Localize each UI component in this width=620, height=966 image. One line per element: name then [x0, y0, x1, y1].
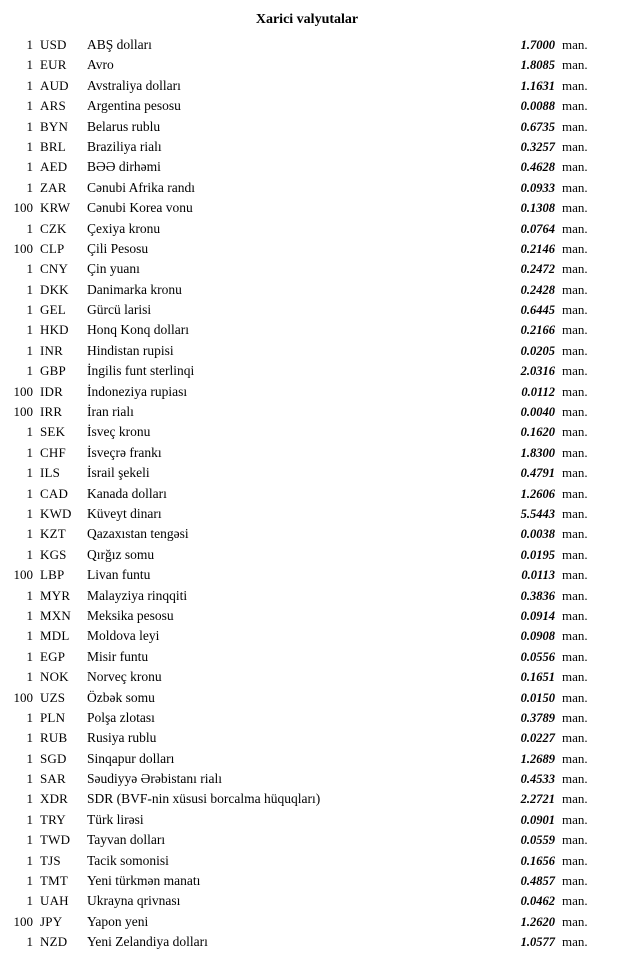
currency-code: NOK	[40, 669, 69, 685]
currency-code: KZT	[40, 526, 66, 542]
unit-label: man.	[562, 832, 588, 848]
unit-label: man.	[562, 77, 588, 93]
unit-label: man.	[562, 261, 588, 277]
currency-row	[8, 851, 596, 871]
unit-label: man.	[562, 179, 588, 195]
exchange-rate: 0.3836	[520, 588, 555, 603]
quantity: 100	[13, 200, 33, 216]
quantity: 1	[26, 771, 33, 787]
quantity: 100	[13, 240, 33, 256]
exchange-rate: 1.2689	[520, 751, 555, 766]
currency-code: KWD	[40, 505, 72, 521]
unit-label: man.	[562, 669, 588, 685]
currency-name: Danimarka kronu	[87, 281, 182, 297]
currency-code: MXN	[40, 607, 71, 623]
currency-name: Polşa zlotası	[87, 709, 155, 725]
quantity: 1	[26, 179, 33, 195]
quantity: 1	[26, 281, 33, 297]
currency-row	[8, 749, 596, 769]
unit-label: man.	[562, 873, 588, 889]
quantity: 100	[13, 567, 33, 583]
currency-name: Honq Konq dolları	[87, 322, 189, 338]
unit-label: man.	[562, 363, 588, 379]
currency-name: Argentina pesosu	[87, 98, 181, 114]
currency-code: JPY	[40, 913, 63, 929]
currency-name: Moldova leyi	[87, 628, 160, 644]
currency-name: SDR (BVF-nin xüsusi borcalma hüquqları)	[87, 791, 321, 807]
currency-row	[8, 422, 596, 442]
currency-name: Çexiya kronu	[87, 220, 161, 236]
quantity: 1	[26, 505, 33, 521]
currency-name: İngilis funt sterlinqi	[87, 363, 195, 379]
exchange-rate: 0.0040	[520, 405, 555, 420]
currency-row	[8, 688, 596, 708]
currency-name: Rusiya rublu	[87, 730, 157, 746]
exchange-rate: 0.0933	[520, 180, 555, 195]
unit-label: man.	[562, 934, 588, 950]
unit-label: man.	[562, 118, 588, 134]
currency-row	[8, 647, 596, 667]
currency-code: BRL	[40, 138, 66, 154]
quantity: 1	[26, 628, 33, 644]
currency-row	[8, 198, 596, 218]
quantity: 1	[26, 811, 33, 827]
currency-row	[8, 565, 596, 585]
currency-code: UZS	[40, 689, 66, 705]
quantity: 1	[26, 832, 33, 848]
exchange-rate: 1.0577	[520, 935, 555, 950]
currency-row	[8, 626, 596, 646]
exchange-rate: 0.4628	[520, 160, 555, 175]
quantity: 1	[26, 669, 33, 685]
currency-row	[8, 545, 596, 565]
currency-row	[8, 524, 596, 544]
unit-label: man.	[562, 383, 588, 399]
currency-row	[8, 137, 596, 157]
quantity: 1	[26, 934, 33, 950]
exchange-rate: 2.2721	[520, 792, 555, 807]
currency-code: AED	[40, 159, 68, 175]
unit-label: man.	[562, 750, 588, 766]
exchange-rate: 0.1656	[520, 853, 555, 868]
quantity: 1	[26, 893, 33, 909]
quantity: 1	[26, 98, 33, 114]
currency-code: DKK	[40, 281, 69, 297]
unit-label: man.	[562, 893, 588, 909]
currency-code: CAD	[40, 485, 69, 501]
currency-name: İran rialı	[87, 404, 134, 420]
currency-code: BYN	[40, 118, 69, 134]
currency-row	[8, 789, 596, 809]
currency-code: RUB	[40, 730, 68, 746]
currency-name: Küveyt dinarı	[87, 505, 162, 521]
currency-code: PLN	[40, 709, 66, 725]
currency-row	[8, 871, 596, 891]
currency-code: KGS	[40, 546, 67, 562]
currency-name: Misir funtu	[87, 648, 149, 664]
currency-code: HKD	[40, 322, 69, 338]
currency-name: Tayvan dolları	[87, 832, 166, 848]
currency-name: ABŞ dolları	[87, 37, 152, 52]
currency-code: MYR	[40, 587, 71, 603]
quantity: 100	[13, 404, 33, 420]
currency-row	[8, 320, 596, 340]
unit-label: man.	[562, 159, 588, 175]
currency-code: AUD	[40, 77, 69, 93]
unit-label: man.	[562, 505, 588, 521]
currency-code: CLP	[40, 240, 65, 256]
currency-row	[8, 157, 596, 177]
currency-code: IRR	[40, 404, 63, 420]
currency-code: INR	[40, 342, 63, 358]
currency-name: Avro	[87, 57, 114, 73]
exchange-rate: 0.3257	[520, 139, 555, 154]
exchange-rate: 0.1651	[520, 670, 555, 685]
currency-code: XDR	[40, 791, 69, 807]
currency-row	[8, 402, 596, 422]
currency-name: Özbək somu	[87, 689, 155, 705]
currency-name: Qırğız somu	[87, 546, 155, 562]
quantity: 1	[26, 709, 33, 725]
currency-code: KRW	[40, 200, 71, 216]
currency-row	[8, 259, 596, 279]
exchange-rate: 0.0556	[520, 649, 555, 664]
unit-label: man.	[562, 57, 588, 73]
currency-code: CZK	[40, 220, 67, 236]
currency-name: Meksika pesosu	[87, 607, 174, 623]
unit-label: man.	[562, 485, 588, 501]
exchange-rate: 0.6445	[520, 303, 555, 318]
page-title: Xarici valyutalar	[255, 12, 359, 27]
currency-row	[8, 810, 596, 830]
unit-label: man.	[562, 342, 588, 358]
exchange-rate: 0.0908	[520, 629, 555, 644]
unit-label: man.	[562, 689, 588, 705]
currency-row	[8, 769, 596, 789]
currency-row	[8, 708, 596, 728]
unit-label: man.	[562, 281, 588, 297]
quantity: 100	[13, 689, 33, 705]
quantity: 1	[26, 322, 33, 338]
currency-name: Norveç kronu	[87, 669, 162, 685]
exchange-rate: 0.0227	[520, 731, 555, 746]
currency-name: Yapon yeni	[87, 913, 149, 929]
exchange-rate: 0.2166	[520, 323, 555, 338]
currency-row	[8, 239, 596, 259]
currency-code: TRY	[40, 811, 66, 827]
quantity: 1	[26, 138, 33, 154]
quantity: 1	[26, 526, 33, 542]
unit-label: man.	[562, 322, 588, 338]
currency-name: Braziliya rialı	[87, 138, 162, 154]
quantity: 100	[13, 913, 33, 929]
quantity: 1	[26, 57, 33, 73]
exchange-rate: 0.1620	[520, 425, 555, 440]
currency-row	[8, 484, 596, 504]
quantity: 1	[26, 546, 33, 562]
exchange-rate: 0.4791	[520, 466, 555, 481]
exchange-rate: 1.8300	[520, 445, 555, 460]
currency-name: İsrail şekeli	[87, 465, 150, 481]
currency-row	[8, 300, 596, 320]
currency-name: Belarus rublu	[87, 118, 161, 134]
currency-name: Malayziya rinqqiti	[87, 587, 188, 603]
currency-row	[8, 178, 596, 198]
currency-code: USD	[40, 37, 67, 52]
currency-code: GBP	[40, 363, 66, 379]
unit-label: man.	[562, 98, 588, 114]
exchange-rate: 0.0914	[520, 608, 555, 623]
currency-code: EUR	[40, 57, 67, 73]
currency-name: Avstraliya dolları	[87, 77, 181, 93]
currency-code: ARS	[40, 98, 66, 114]
currency-row	[8, 504, 596, 524]
unit-label: man.	[562, 852, 588, 868]
quantity: 1	[26, 342, 33, 358]
currency-row	[8, 606, 596, 626]
currency-name: Livan funtu	[87, 567, 151, 583]
quantity: 100	[13, 383, 33, 399]
unit-label: man.	[562, 444, 588, 460]
quantity: 1	[26, 302, 33, 318]
exchange-rate: 1.2620	[520, 914, 555, 929]
currency-name: İndoneziya rupiası	[87, 383, 188, 399]
exchange-rate: 0.0901	[520, 812, 555, 827]
unit-label: man.	[562, 791, 588, 807]
currency-row	[8, 35, 596, 55]
exchange-rate: 0.0112	[521, 384, 555, 399]
unit-label: man.	[562, 240, 588, 256]
currency-name: İsveç kronu	[87, 424, 151, 440]
currency-row	[8, 586, 596, 606]
unit-label: man.	[562, 709, 588, 725]
quantity: 1	[26, 852, 33, 868]
unit-label: man.	[562, 424, 588, 440]
currency-row	[8, 341, 596, 361]
quantity: 1	[26, 730, 33, 746]
currency-code: MDL	[40, 628, 70, 644]
currency-code: IDR	[40, 383, 63, 399]
quantity: 1	[26, 648, 33, 664]
unit-label: man.	[562, 465, 588, 481]
unit-label: man.	[562, 628, 588, 644]
unit-label: man.	[562, 587, 588, 603]
currency-code: LBP	[40, 567, 65, 583]
currency-name: Qazaxıstan tengəsi	[87, 526, 189, 542]
unit-label: man.	[562, 607, 588, 623]
exchange-rate: 1.2606	[520, 486, 555, 501]
quantity: 1	[26, 220, 33, 236]
currency-name: Cənubi Korea vonu	[87, 200, 193, 216]
currency-row	[8, 280, 596, 300]
exchange-rate: 1.1631	[520, 78, 555, 93]
currency-name: İsveçrə frankı	[87, 444, 162, 460]
unit-label: man.	[562, 913, 588, 929]
exchange-rate: 0.2472	[520, 262, 555, 277]
currency-code: TJS	[40, 852, 61, 868]
quantity: 1	[26, 77, 33, 93]
unit-label: man.	[562, 302, 588, 318]
currency-code: CNY	[40, 261, 69, 277]
currency-row	[8, 830, 596, 850]
unit-label: man.	[562, 771, 588, 787]
exchange-rate: 0.0205	[520, 343, 555, 358]
currency-name: BƏƏ dirhəmi	[87, 159, 161, 175]
currency-row	[8, 443, 596, 463]
currency-name: Səudiyyə Ərəbistanı rialı	[87, 771, 222, 787]
unit-label: man.	[562, 138, 588, 154]
currency-code: GEL	[40, 302, 66, 318]
exchange-rate: 0.0088	[520, 99, 555, 114]
quantity: 1	[26, 261, 33, 277]
exchange-rate: 5.5443	[520, 506, 555, 521]
exchange-rate: 0.4857	[520, 874, 555, 889]
exchange-rate: 0.0559	[520, 833, 555, 848]
currency-row	[8, 667, 596, 687]
currency-row	[8, 382, 596, 402]
currency-code: NZD	[40, 934, 68, 950]
quantity: 1	[26, 485, 33, 501]
quantity: 1	[26, 791, 33, 807]
currency-code: ILS	[40, 465, 61, 481]
currency-code: ZAR	[40, 179, 67, 195]
exchange-rate: 0.2428	[520, 282, 555, 297]
currency-code: CHF	[40, 444, 66, 460]
quantity: 1	[26, 587, 33, 603]
unit-label: man.	[562, 404, 588, 420]
currency-row	[8, 219, 596, 239]
quantity: 1	[26, 424, 33, 440]
currency-name: Hindistan rupisi	[87, 342, 174, 358]
currency-code: SGD	[40, 750, 67, 766]
currency-name: Çili Pesosu	[87, 240, 149, 256]
currency-name: Yeni Zelandiya dolları	[87, 934, 208, 950]
currency-code: TMT	[40, 873, 69, 889]
currency-code: SEK	[40, 424, 66, 440]
currency-row	[8, 891, 596, 911]
unit-label: man.	[562, 200, 588, 216]
unit-label: man.	[562, 730, 588, 746]
unit-label: man.	[562, 546, 588, 562]
currency-code: EGP	[40, 648, 66, 664]
unit-label: man.	[562, 526, 588, 542]
exchange-rate: 2.0316	[520, 364, 555, 379]
quantity: 1	[26, 363, 33, 379]
currency-name: Yeni türkmən manatı	[87, 873, 201, 889]
unit-label: man.	[562, 648, 588, 664]
currency-row	[8, 932, 596, 952]
quantity: 1	[26, 607, 33, 623]
unit-label: man.	[562, 37, 588, 52]
currency-row	[8, 912, 596, 932]
quantity: 1	[26, 873, 33, 889]
exchange-rate: 1.7000	[520, 38, 555, 52]
currency-row	[8, 463, 596, 483]
exchange-rate: 0.6735	[520, 119, 555, 134]
quantity: 1	[26, 118, 33, 134]
currency-name: Gürcü larisi	[87, 302, 152, 318]
exchange-rate: 0.0195	[520, 547, 555, 562]
unit-label: man.	[562, 811, 588, 827]
currency-code: UAH	[40, 893, 69, 909]
exchange-rate: 0.4533	[520, 772, 555, 787]
currency-row	[8, 361, 596, 381]
exchange-rate: 0.0113	[521, 568, 555, 583]
currency-name: Ukrayna qrivnası	[87, 893, 181, 909]
currency-name: Sinqapur dolları	[87, 750, 175, 766]
currency-row	[8, 117, 596, 137]
currency-row	[8, 96, 596, 116]
exchange-rate: 1.8085	[520, 58, 555, 73]
unit-label: man.	[562, 567, 588, 583]
exchange-rate: 0.1308	[520, 201, 555, 216]
currency-code: TWD	[40, 832, 71, 848]
currency-name: Çin yuanı	[87, 261, 140, 277]
currency-name: Cənubi Afrika randı	[87, 179, 195, 195]
currency-row	[8, 728, 596, 748]
exchange-rate: 0.0764	[520, 221, 555, 236]
quantity: 1	[26, 159, 33, 175]
exchange-rate: 0.0150	[520, 690, 555, 705]
quantity: 1	[26, 444, 33, 460]
currency-table	[8, 35, 596, 953]
currency-name: Kanada dolları	[87, 485, 167, 501]
quantity: 1	[26, 750, 33, 766]
quantity: 1	[26, 37, 33, 52]
exchange-rate: 0.0462	[520, 894, 555, 909]
currency-code: SAR	[40, 771, 66, 787]
exchange-rate: 0.2146	[520, 241, 555, 256]
currency-row	[8, 55, 596, 75]
currency-name: Tacik somonisi	[87, 852, 169, 868]
currency-row	[8, 76, 596, 96]
exchange-rate: 0.3789	[520, 710, 555, 725]
unit-label: man.	[562, 220, 588, 236]
exchange-rate: 0.0038	[520, 527, 555, 542]
quantity: 1	[26, 465, 33, 481]
currency-name: Türk lirəsi	[87, 811, 144, 827]
